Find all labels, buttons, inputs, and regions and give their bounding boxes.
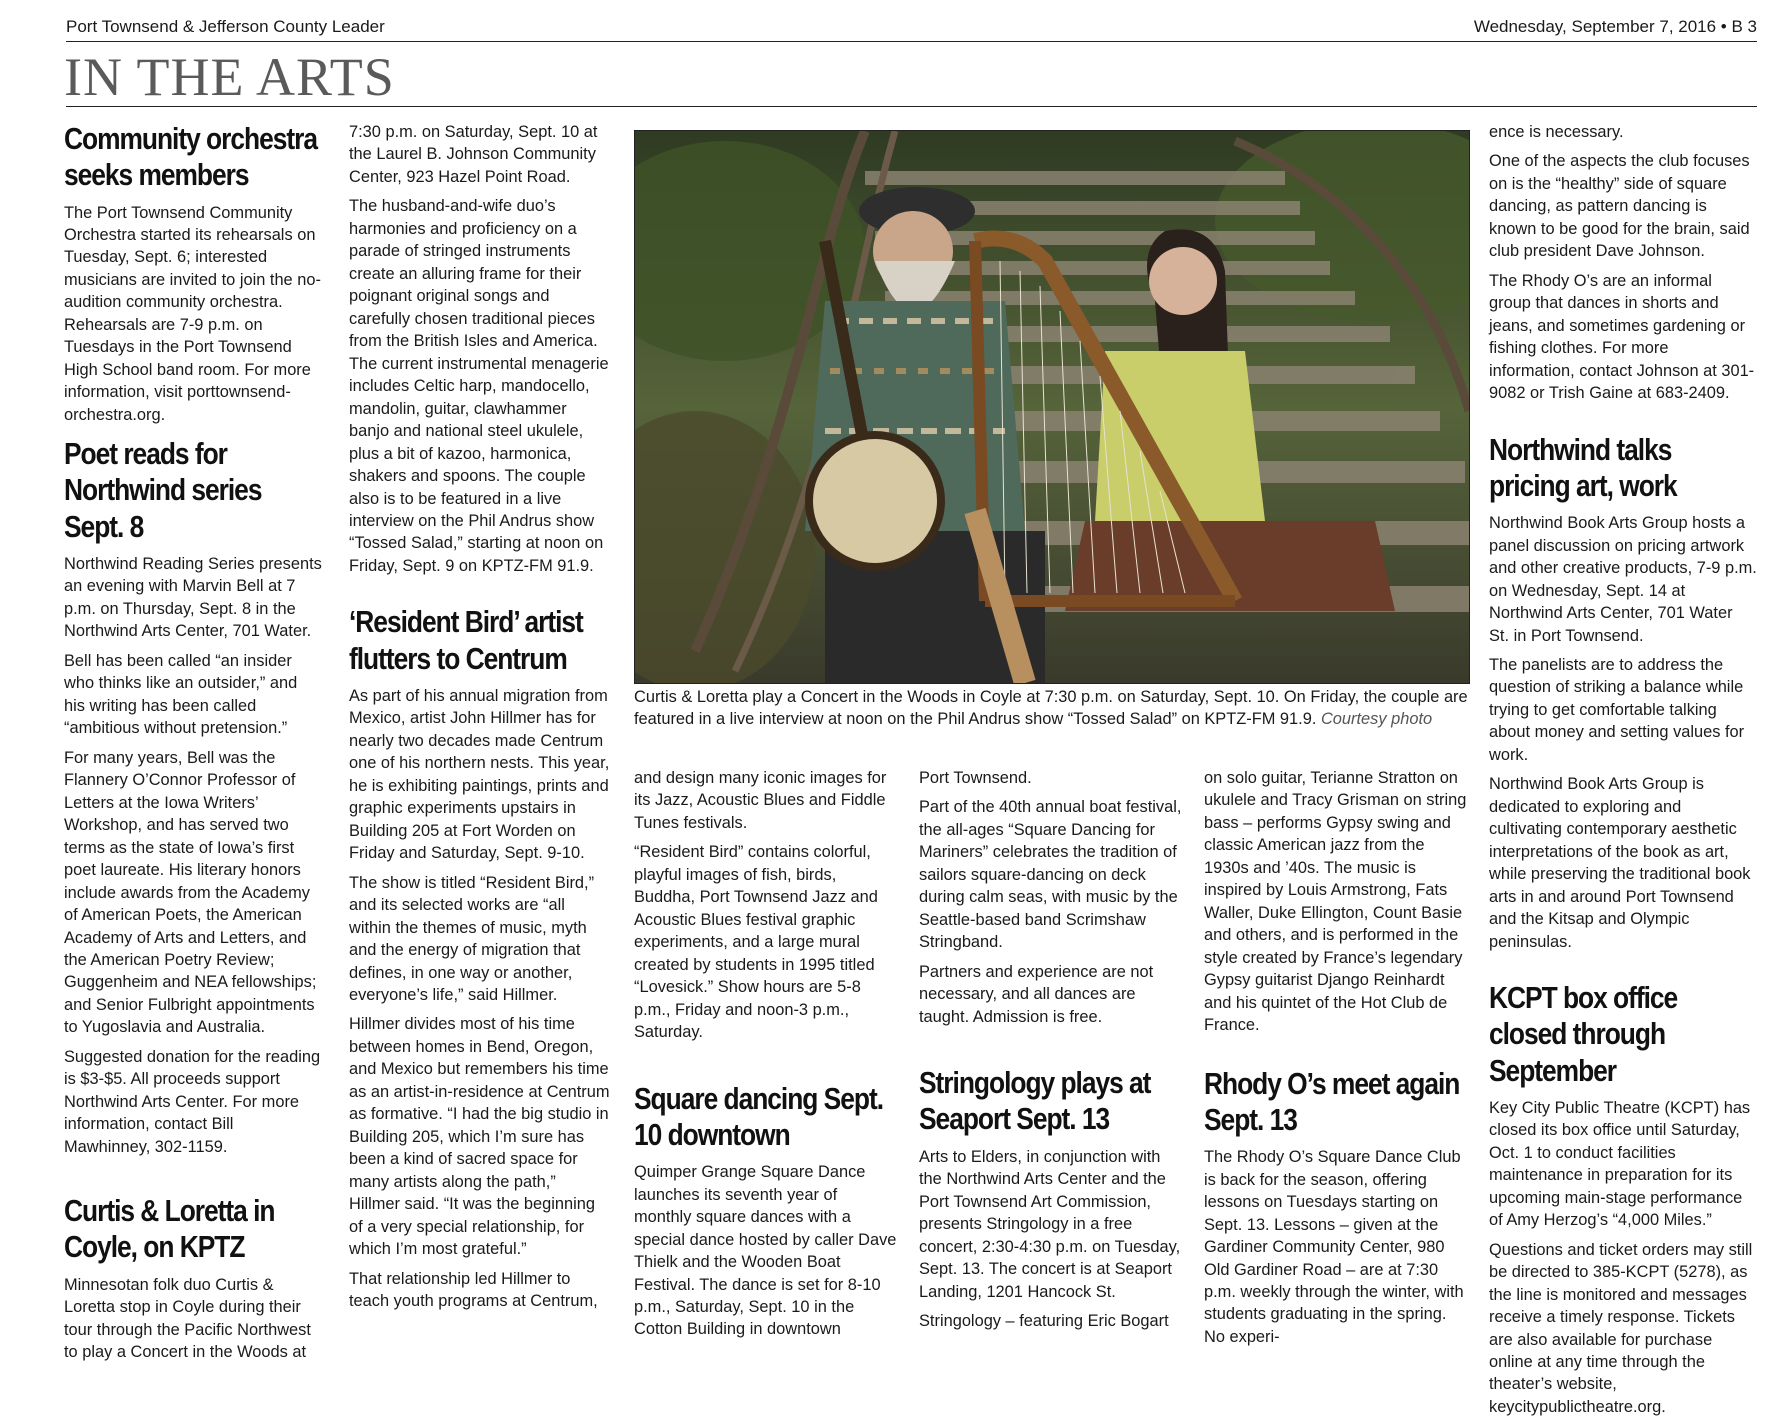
- paragraph: ence is necessary.: [1489, 123, 1624, 141]
- paragraph: 7:30 p.m. on Saturday, Sept. 10 at the Laurel B. Johnson Community Center, 923 Hazel Point Road.: [349, 123, 598, 186]
- masthead-paper-name: Port Townsend & Jefferson County Leader: [66, 17, 385, 36]
- paragraph: Stringology – featuring Eric Bogart: [919, 1311, 1169, 1330]
- caption-text: Curtis & Loretta play a Concert in the Woods in Coyle at 7:30 p.m. on Saturday, Sept. 10. On Friday, the couple are featured in a live interview at noon on the Phil Andrus show “Tossed Salad” on KPTZ-FM 91.9.: [634, 688, 1468, 729]
- paragraph: As part of his annual migration from Mexico, artist John Hillmer has for nearly two decades made Centrum one of his northern nests. This year, he is exhibiting paintings, prints and graphic experiments upstairs in Building 205 at Fort Worden on Friday and Saturday, Sept. 9-10.: [349, 686, 610, 863]
- headline-northwind-pricing: Northwind talks pricing art, work: [1489, 431, 1677, 503]
- paragraph: and design many iconic images for its Jazz, Acoustic Blues and Fiddle Tunes festivals.: [634, 769, 887, 832]
- headline-poet-reads: Poet reads for Northwind series Sept. 8: [64, 436, 262, 544]
- paragraph: Minnesotan folk duo Curtis & Loretta stop in Coyle during their tour through the Pacific Northwest to play a Concert in the Woods at: [64, 1275, 311, 1362]
- headline-rhody-os: Rhody O’s meet again Sept. 13: [1204, 1065, 1460, 1137]
- headline-square-dancing: Square dancing Sept. 10 downtown: [634, 1080, 884, 1152]
- column-6: [1489, 121, 1757, 1425]
- paragraph: The panelists are to address the question of striking a balance while trying to get comfortable talking about money and setting values for work.: [1489, 655, 1745, 764]
- top-rule: [66, 41, 1757, 42]
- paragraph: For many years, Bell was the Flannery O’Connor Professor of Letters at the Iowa Writers’ Workshop, and has served two terms as the state of Iowa’s first poet laureate. His literary honors include awards from the Academy of American Poets, the American Academy of Arts and Letters, and the American Poetry Review; Guggenheim and NEA fellowships; and Senior Fulbright appointments to Yugoslavia and Australia.: [64, 748, 317, 1037]
- paragraph: The Rhody O’s are an informal group that dances in shorts and jeans, and sometimes gardening or fishing clothes. For more information, contact Johnson at 301-9082 or Trish Gaine at 683-2409.: [1489, 271, 1755, 403]
- column-1: [64, 121, 322, 1371]
- paragraph: The Rhody O’s Square Dance Club is back for the season, offering lessons on Tuesdays starting on Sept. 13. Lessons – given at the Gardiner Community Center, 980 Old Gardiner Road – are at 7:30 p.m. weekly through the winter, with students graduating in the spring. No experi-: [1204, 1148, 1464, 1346]
- paragraph: Quimper Grange Square Dance launches its seventh year of monthly square dances with a special dance hosted by caller Dave Thielk and the Wooden Boat Festival. The dance is set for 8-10 p.m., Saturday, Sept. 10 in the Cotton Building in downtown: [634, 1163, 897, 1339]
- paragraph: “Resident Bird” contains colorful, playful images of fish, birds, Buddha, Port Townsend Jazz and Acoustic Blues festival graphic experiments, and a large mural created by students in 1995 titled “Lovesick.” Show hours are 5-8 p.m., Friday and noon-3 p.m., Saturday.: [634, 843, 878, 1042]
- section-rule: [66, 106, 1757, 107]
- headline-stringology: Stringology plays at Seaport Sept. 13: [919, 1065, 1151, 1137]
- paragraph: That relationship led Hillmer to teach youth programs at Centrum,: [349, 1269, 598, 1311]
- paragraph: Arts to Elders, in conjunction with the Northwind Arts Center and the Port Townsend Art Commission, presents Stringology in a free concert, 2:30-4:30 p.m. on Tuesday, Sept. 13. The concert is at Seaport Landing, 1201 Hancock St.: [919, 1147, 1181, 1301]
- photo-caption: [634, 686, 1472, 731]
- column-4: [919, 767, 1183, 1339]
- paragraph: One of the aspects the club focuses on is the “healthy” side of square dancing, as pattern dancing is known to be good for the brain, said club president Dave Johnson.: [1489, 152, 1750, 261]
- paragraph: Northwind Book Arts Group hosts a panel discussion on pricing artwork and other creative products, 7-9 p.m. on Wednesday, Sept. 14 at Northwind Arts Center, 701 Water St. in Port Townsend.: [1489, 514, 1757, 645]
- paragraph: Part of the 40th annual boat festival, the all-ages “Square Dancing for Mariners” celebrates the tradition of sailors square-dancing on deck during calm seas, with music by the Seattle-based band Scrimshaw Stringband.: [919, 798, 1182, 952]
- paragraph: Bell has been called “an insider who thinks like an outsider,” and his writing has been called “ambitious without pretension.”: [64, 651, 298, 738]
- paragraph: Hillmer divides most of his time between homes in Bend, Oregon, and Mexico but remembers his time as an artist-in-residence at Centrum as formative. “I had the big studio in Building 205, which I’m sure has been a kind of sacred space for many artists along the path,” Hillmer said. “It was the beginning of a very special relationship, for which I’m most grateful.”: [349, 1015, 610, 1259]
- paragraph: Northwind Reading Series presents an evening with Marvin Bell at 7 p.m. on Thursday, Sept. 8 in the Northwind Arts Center, 701 Water.: [64, 555, 322, 641]
- masthead-dateline: Wednesday, September 7, 2016 • B 3: [1473, 17, 1757, 36]
- paragraph: The Port Townsend Community Orchestra started its rehearsals on Tuesday, Sept. 6; interested musicians are invited to join the no-audition community orchestra. Rehearsals are 7-9 p.m. on Tuesdays in the Port Townsend High School band room. For more information, visit porttownsend-orchestra.org.: [64, 203, 321, 424]
- column-3: [634, 767, 897, 1348]
- photo-illustration: [635, 131, 1469, 683]
- photo-credit: Courtesy photo: [1320, 710, 1433, 729]
- headline-curtis-loretta: Curtis & Loretta in Coyle, on KPTZ: [64, 1193, 275, 1265]
- photo-curtis-loretta: [634, 130, 1470, 684]
- paragraph: The show is titled “Resident Bird,” and its selected works are “all within the themes of music, myth and the energy of migration that defines, in one way or another, everyone’s life,” said Hillmer.: [349, 873, 595, 1004]
- headline-community-orchestra: Community orchestra seeks members: [64, 121, 317, 193]
- paragraph: Partners and experience are not necessary, and all dances are taught. Admission is free.: [919, 962, 1154, 1026]
- paragraph: Northwind Book Arts Group is dedicated to exploring and cultivating contemporary aesthetic interpretations of the book as art, while preserving the traditional book arts in and around Port Townsend and the Kitsap and Olympic peninsulas.: [1489, 775, 1751, 951]
- paragraph: Port Townsend.: [919, 769, 1032, 787]
- paragraph: Questions and ticket orders may still be directed to 385-KCPT (5278), as the line is monitored and messages receive a timely response. Tickets are also available for purchase online at any time through the theater’s website, keycitypublictheatre.org.: [1489, 1240, 1753, 1416]
- paragraph: Key City Public Theatre (KCPT) has closed its box office until Saturday, Oct. 1 to conduct facilities maintenance in preparation for its upcoming main-stage performance of Amy Herzog’s “4,000 Miles.”: [1489, 1098, 1751, 1230]
- headline-resident-bird: ‘Resident Bird’ artist flutters to Centrum: [349, 604, 583, 676]
- paragraph: The husband-and-wife duo’s harmonies and proficiency on a parade of stringed instruments create an alluring frame for their poignant original songs and carefully chosen traditional pieces from the British Isles and America. The current instrumental menagerie includes Celtic harp, mandocello, mandolin, guitar, clawhammer banjo and national steel ukulele, plus a bit of kazoo, harmonica, shakers and spoons. The couple also is to be featured in a live interview on the Phil Andrus show “Tossed Salad,” starting at noon on Friday, Sept. 9 on KPTZ-FM 91.9.: [349, 197, 609, 575]
- paragraph: Suggested donation for the reading is $3-$5. All proceeds support Northwind Arts Center. For more information, contact Bill Mawhinney, 302-1159.: [64, 1047, 321, 1156]
- section-title: IN THE ARTS: [64, 47, 395, 107]
- paragraph: on solo guitar, Terianne Stratton on ukulele and Tracy Grisman on string bass – performs Gypsy swing and classic American jazz from the 1930s and ’40s. The music is inspired by Louis Armstrong, Fats Waller, Duke Ellington, Count Basie and others, and is performed in the style created by France’s legendary Gypsy guitarist Django Reinhardt and his quintet of the Hot Club de France.: [1204, 769, 1467, 1035]
- column-5: [1204, 767, 1468, 1355]
- headline-kcpt-box-office: KCPT box office closed through September: [1489, 980, 1678, 1088]
- column-2: [349, 121, 611, 1320]
